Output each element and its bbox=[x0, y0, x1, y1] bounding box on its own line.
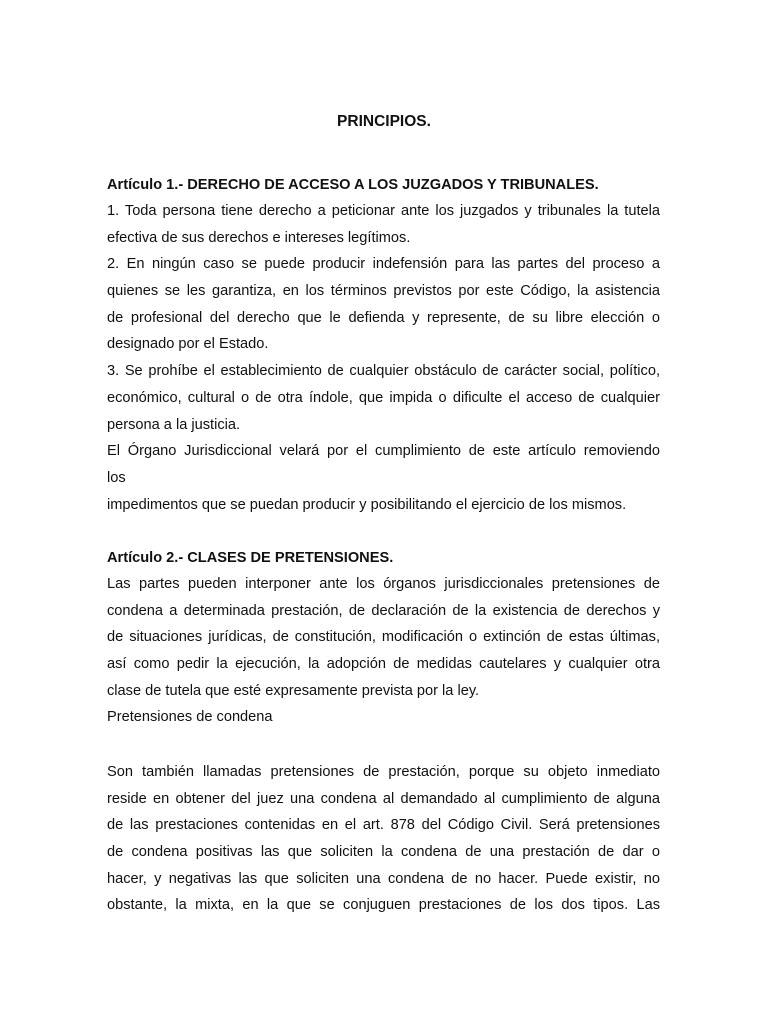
article-2-line: de situaciones jurídicas, de constitución, modificación o extinción de estas últimas, bbox=[107, 629, 660, 646]
article-2-line: Las partes pueden interponer ante los órganos jurisdiccionales pretensiones de bbox=[107, 576, 660, 592]
condena-line: reside en obtener del juez una condena al demandado al cumplimiento de alguna bbox=[107, 790, 660, 807]
condena-line: de las prestaciones contenidas en el art. 878 del Código Civil. Será pretensiones bbox=[107, 817, 660, 834]
article-2-body bbox=[107, 571, 660, 731]
article-1-line: 2. En ningún caso se puede producir indefensión para las partes del proceso a bbox=[107, 256, 660, 273]
condena-paragraph bbox=[107, 759, 660, 919]
article-1-line: El Órgano Jurisdiccional velará por el cumplimiento de este artículo removiendo bbox=[107, 443, 660, 460]
condena-line: Son también llamadas pretensiones de prestación, porque su objeto inmediato bbox=[107, 764, 660, 780]
article-1-heading: Artículo 1.- DERECHO DE ACCESO A LOS JUZGADOS Y TRIBUNALES. bbox=[107, 177, 599, 193]
article-1-line: 1. Toda persona tiene derecho a peticionar ante los juzgados y tribunales la tutela bbox=[107, 203, 660, 219]
article-2-heading: Artículo 2.- CLASES DE PRETENSIONES. bbox=[107, 550, 394, 566]
article-1-line: económico, cultural o de otra índole, que impida o dificulte el acceso de cualquier bbox=[107, 389, 660, 406]
article-1-line: designado por el Estado. bbox=[107, 336, 269, 353]
article-1-line: 3. Se prohíbe el establecimiento de cualquier obstáculo de carácter social, político, bbox=[107, 363, 660, 380]
article-1-line: efectiva de sus derechos e intereses legítimos. bbox=[107, 229, 411, 246]
condena-line: de condena positivas las que soliciten la condena de una prestación de dar o bbox=[107, 844, 660, 861]
article-1-line: los bbox=[107, 469, 126, 486]
article-2-line: así como pedir la ejecución, la adopción de medidas cautelares y cualquier otra bbox=[107, 656, 660, 673]
condena-line: obstante, la mixta, en la que se conjuguen prestaciones de los dos tipos. Las bbox=[107, 897, 660, 914]
condena-line: hacer, y negativas las que soliciten una condena de no hacer. Puede existir, no bbox=[107, 870, 660, 887]
article-2-subheading: Pretensiones de condena bbox=[107, 709, 273, 726]
article-1-line: de profesional del derecho que le defienda y represente, de su libre elección o bbox=[107, 309, 660, 326]
document-title: PRINCIPIOS. bbox=[337, 113, 431, 130]
article-1-line: persona a la justicia. bbox=[107, 416, 241, 433]
article-1-body bbox=[107, 198, 660, 518]
article-2-line: condena a determinada prestación, de declaración de la existencia de derechos y bbox=[107, 602, 660, 619]
article-2-line: clase de tutela que esté expresamente prevista por la ley. bbox=[107, 682, 480, 699]
article-1-line: quienes se les garantiza, en los términos previstos por este Código, la asistencia bbox=[107, 283, 660, 300]
article-1-line: impedimentos que se puedan producir y posibilitando el ejercicio de los mismos. bbox=[107, 496, 627, 513]
